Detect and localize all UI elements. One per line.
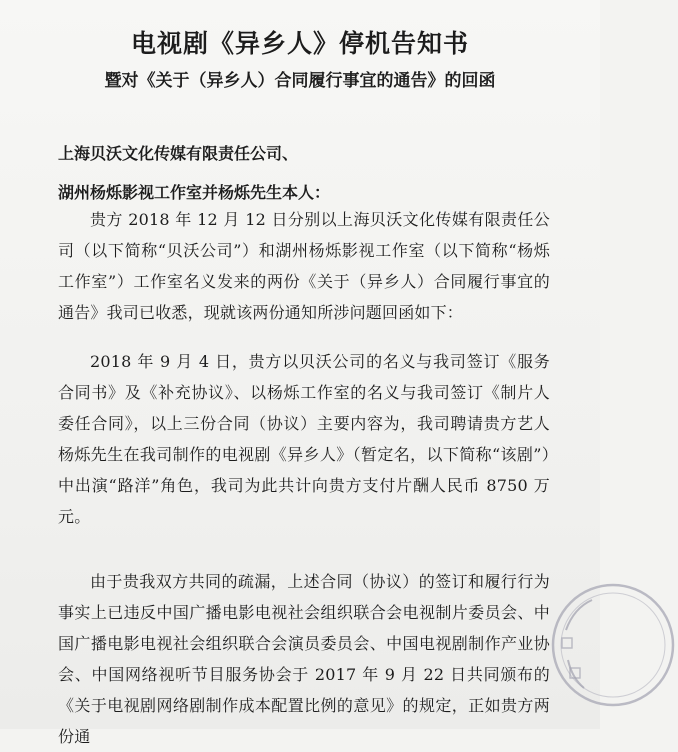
addressee-line-2: 湖州杨烁影视工作室并杨烁先生本人： xyxy=(58,183,331,202)
document-title: 电视剧《异乡人》停机告知书 xyxy=(130,29,469,58)
company-seal-stamp xyxy=(548,560,678,730)
body-paragraph-2: 2018 年 9 月 4 日，贵方以贝沃公司的名义与我司签订《服务合同书》及《补充协议》、以杨烁工作室的名义与我司签订《制片人委任合同》，以上三份合同（协议）主要内容为，我司聘请贵方艺人杨烁先生在我司制作的电视剧《异乡人》（暂定名，以下简称“该剧”）中出演“路洋”角色，我司为此共计向贵方支付片酬人民币 8750 万元。 xyxy=(58,352,550,526)
body-paragraph-1: 贵方 2018 年 12 月 12 日分别以上海贝沃文化传媒有限责任公司（以下简称“贝沃公司”）和湖州杨烁影视工作室（以下简称“杨烁工作室”）工作室名义发来的两份《关于（异乡人）合同履行事宜的通告》我司已收悉，现就该两份通知所涉问题回函如下： xyxy=(58,210,550,322)
addressee-line-1: 上海贝沃文化传媒有限责任公司、 xyxy=(58,144,299,163)
body-paragraph-3: 由于贵我双方共同的疏漏，上述合同（协议）的签订和履行行为事实上已违反中国广播电影电视社会组织联合会电视制片委员会、中国广播电影电视社会组织联合会演员委员会、中国电视剧制作产业协会、中国网络视听节目服务协会于 2017 年 9 月 22 日共同颁布的《关于电视剧网络剧制作成本配置比例的意见》的规定，正如贵方两份通 xyxy=(58,572,550,746)
document-subtitle: 暨对《关于（异乡人）合同履行事宜的通告》的回函 xyxy=(104,71,496,91)
